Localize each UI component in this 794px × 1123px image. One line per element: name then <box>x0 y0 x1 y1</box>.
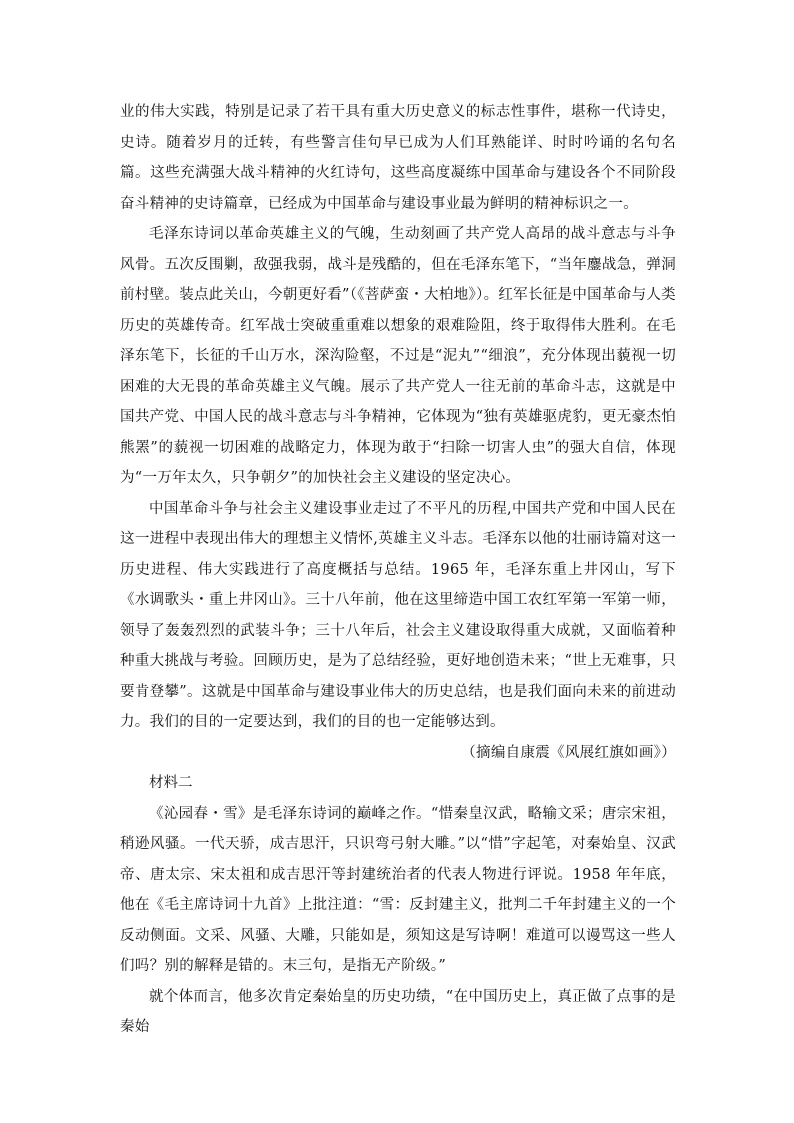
material-two-paragraph-2: 就个体而言，他多次肯定秦始皇的历史功绩，“在中国历史上，真正做了点事的是秦始 <box>120 988 676 1035</box>
paragraph-2: 毛泽东诗词以革命英雄主义的气魄，生动刻画了共产党人高昂的战斗意志与斗争风骨。五次反围剿，敌强我弱，战斗是残酷的，但在毛泽东笔下，“当年鏖战急，弹洞前村壁。装点此关山，今朝更好看”（《菩萨蛮・大柏地》）。红军长征是中国革命与人类历史的英雄传奇。红军战士突破重重难以想象的艰难险阻，终于取得伟大胜利。在毛泽东笔下，长征的千山万水，深沟险壑，不过是“泥丸”“细浪”，充分体现出藐视一切困难的大无畏的革命英雄主义气魄。展示了共产党人一往无前的革命斗志，这就是中国共产党、中国人民的战斗意志与斗争精神，它体现为“独有英雄驱虎豹，更无豪杰怕熊罴”的藐视一切困难的战略定力，体现为敢于“扫除一切害人虫”的强大自信，体现为“一万年太久，只争朝夕”的加快社会主义建设的坚定决心。 <box>120 226 676 486</box>
material-two-paragraph-1: 《沁园春・雪》是毛泽东诗词的巅峰之作。“惜秦皇汉武，略输文采；唐宗宋祖，稍逊风骚。一代天骄，成吉思汗，只识弯弓射大雕。”以“惜”字起笔，对秦始皇、汉武帝、唐太宗、宋太祖和成吉思汗等封建统治者的代表人物进行评说。1958 年年底，他在《毛主席诗词十九首》上批注道：“雪：反封建主义，批判二千年封建主义的一个反动侧面。文采、风骚、大雕，只能如是，须知这是写诗啊！难道可以谩骂这一些人们吗？别的解释是错的。末三句，是指无产阶级。” <box>120 805 676 974</box>
source-citation: （摘编自康震《风展红旗如画》） <box>461 744 676 761</box>
document-body <box>120 97 676 1043</box>
material-two-heading: 材料二 <box>149 775 193 791</box>
paragraph-1: 业的伟大实践，特别是记录了若干具有重大历史意义的标志性事件，堪称一代诗史，史诗。随着岁月的迁转，有些警言佳句早已成为人们耳熟能详、时时吟诵的名句名篇。这些充满强大战斗精神的火红诗句，这些高度凝练中国革命与建设各个不同阶段奋斗精神的史诗篇章，已经成为中国革命与建设事业最为鲜明的精神标识之一。 <box>120 104 676 212</box>
paragraph-3: 中国革命斗争与社会主义建设事业走过了不平凡的历程,中国共产党和中国人民在这一进程中表现出伟大的理想主义情怀,英雄主义斗志。毛泽东以他的壮丽诗篇对这一历史进程、伟大实践进行了高度概括与总结。1965 年，毛泽东重上井冈山，写下《水调歌头・重上井冈山》。三十八年前，他在这里缔造中国工农红军第一军第一师，领导了轰轰烈烈的武装斗争；三十八年后，社会主义建设取得重大成就，又面临着种种重大挑战与考验。回顾历史，是为了总结经验，更好地创造未来；“世上无难事，只要肯登攀”。这就是中国革命与建设事业伟大的历史总结，也是我们面向未来的前进动力。我们的目的一定要达到，我们的目的也一定能够达到。 <box>120 500 676 730</box>
